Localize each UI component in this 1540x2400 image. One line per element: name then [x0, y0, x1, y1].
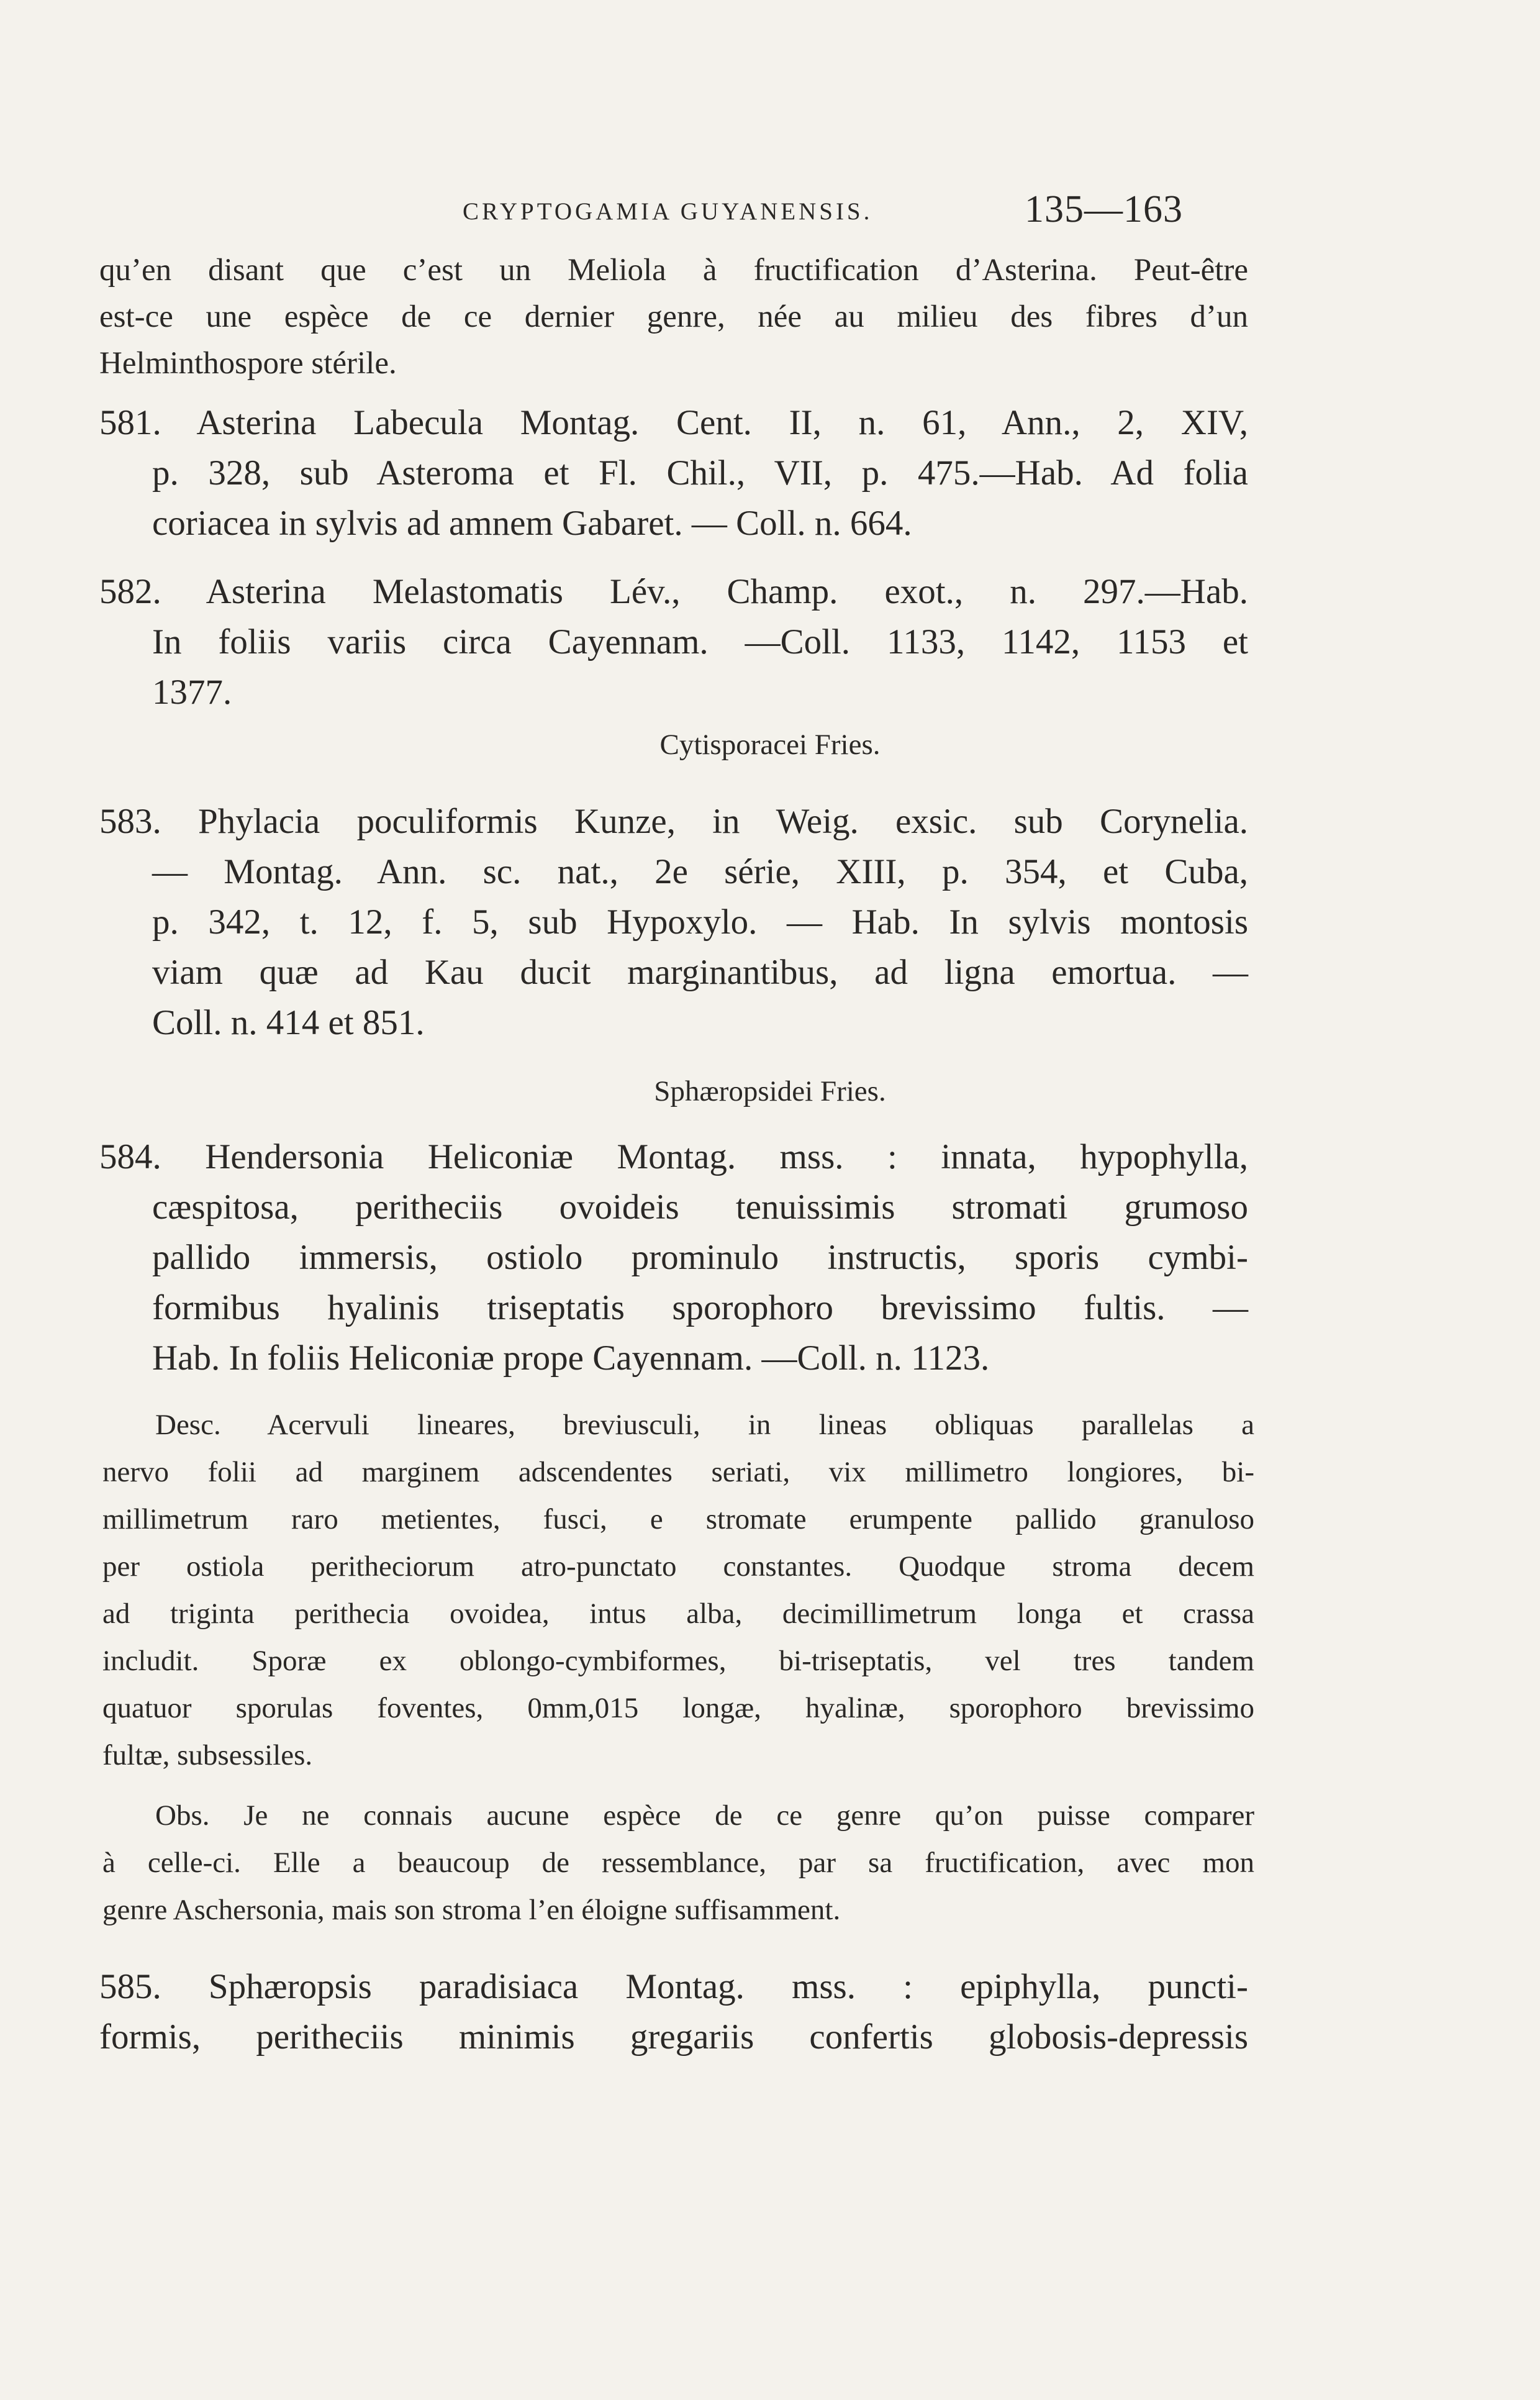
running-title: CRYPTOGAMIA GUYANENSIS. [463, 198, 873, 225]
entry-581 [99, 398, 1248, 548]
text-line: fultæ, subsessiles. [102, 1739, 313, 1771]
entry-582 [99, 566, 1248, 717]
section-heading-cytisporacei: Cytisporacei Fries. [659, 729, 881, 761]
entry-584 [99, 1132, 1248, 1383]
text-line: 581. Asterina Labecula Montag. Cent. II, n. 61, Ann., 2, XIV, [99, 403, 1248, 442]
text-line: ad triginta perithecia ovoidea, intus alba, decimillimetrum longa et crassa [102, 1598, 1254, 1630]
text-line: per ostiola peritheciorum atro-punctato constantes. Quodque stroma decem [102, 1550, 1254, 1583]
text-line: cæspitosa, peritheciis ovoideis tenuissimis stromati grumoso [152, 1188, 1248, 1227]
observation-584 [102, 1792, 1254, 1934]
text-line: Desc. Acervuli lineares, breviusculi, in lineas obliquas parallelas a [155, 1409, 1254, 1441]
text-line: 582. Asterina Melastomatis Lév., Champ. exot., n. 297.—Hab. [99, 572, 1248, 611]
intro-paragraph [99, 247, 1248, 387]
description-584 [102, 1401, 1254, 1779]
text-line: includit. Sporæ ex oblongo-cymbiformes, bi-triseptatis, vel tres tandem [102, 1645, 1254, 1677]
text-line: à celle-ci. Elle a beaucoup de ressemblance, par sa fructification, avec mon [102, 1847, 1254, 1879]
text-line: — Montag. Ann. sc. nat., 2e série, XIII, p. 354, et Cuba, [152, 852, 1248, 891]
text-line: 584. Hendersonia Heliconiæ Montag. mss. : innata, hypophylla, [99, 1137, 1248, 1176]
entry-585 [99, 1961, 1248, 2062]
text-line: coriacea in sylvis ad amnem Gabaret. — Coll. n. 664. [152, 504, 912, 543]
text-line: genre Aschersonia, mais son stroma l’en éloigne suffisamment. [102, 1894, 841, 1926]
text-line: qu’en disant que c’est un Meliola à fructification d’Asterina. Peut-être [99, 253, 1248, 288]
text-line: 585. Sphæropsis paradisiaca Montag. mss. : epiphylla, puncti- [99, 1967, 1248, 2006]
text-line: est-ce une espèce de ce dernier genre, née au milieu des fibres d’un [99, 299, 1248, 334]
text-line: Hab. In foliis Heliconiæ prope Cayennam. —Coll. n. 1123. [152, 1339, 990, 1378]
text-line: formibus hyalinis triseptatis sporophoro brevissimo fultis. — [152, 1288, 1248, 1327]
text-line: millimetrum raro metientes, fusci, e stromate erumpente pallido granuloso [102, 1503, 1254, 1535]
section-heading-sphaeropsidei: Sphæropsidei Fries. [654, 1075, 886, 1107]
text-line: Helminthospore stérile. [99, 346, 397, 381]
text-line: Coll. n. 414 et 851. [152, 1003, 425, 1042]
text-line: 583. Phylacia poculiformis Kunze, in Weig. exsic. sub Corynelia. [99, 802, 1248, 841]
text-line: viam quæ ad Kau ducit marginantibus, ad ligna emortua. — [152, 953, 1248, 992]
page-numbers: 135—163 [1025, 188, 1183, 230]
text-line: p. 342, t. 12, f. 5, sub Hypoxylo. — Hab. In sylvis montosis [152, 902, 1248, 942]
text-line: In foliis variis circa Cayennam. —Coll. 1133, 1142, 1153 et [152, 622, 1248, 661]
text-line: p. 328, sub Asteroma et Fl. Chil., VII, p. 475.—Hab. Ad folia [152, 453, 1248, 493]
text-line: Obs. Je ne connais aucune espèce de ce genre qu’on puisse comparer [155, 1799, 1254, 1832]
entry-583 [99, 796, 1248, 1048]
text-line: quatuor sporulas foventes, 0mm,015 longæ, hyalinæ, sporophoro brevissimo [102, 1692, 1254, 1724]
text-line: formis, peritheciis minimis gregariis confertis globosis-depressis [99, 2017, 1248, 2057]
text-line: nervo folii ad marginem adscendentes seriati, vix millimetro longiores, bi- [102, 1456, 1254, 1488]
text-line: pallido immersis, ostiolo prominulo instructis, sporis cymbi- [152, 1238, 1248, 1277]
text-line: 1377. [152, 673, 232, 712]
